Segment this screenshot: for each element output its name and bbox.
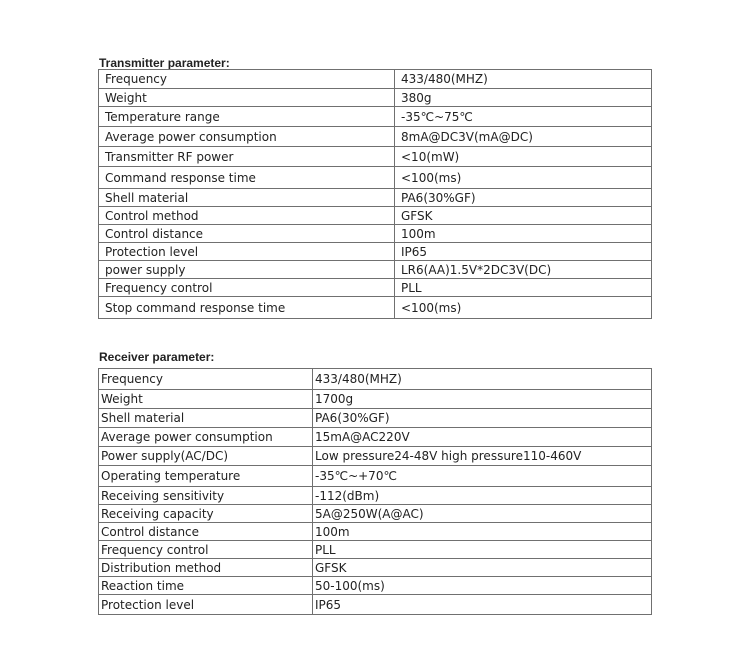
- table-row: [99, 595, 652, 615]
- parameter-name: Control distance: [99, 523, 313, 541]
- parameter-value: 433/480(MHZ): [395, 70, 652, 89]
- parameter-value: -35℃~+70℃: [313, 466, 652, 487]
- parameter-name: Protection level: [99, 243, 395, 261]
- parameter-value: GFSK: [313, 559, 652, 577]
- parameter-name: Weight: [99, 390, 313, 409]
- parameter-value: 50-100(ms): [313, 577, 652, 595]
- parameter-name: Shell material: [99, 189, 395, 207]
- transmitter-parameter-table: [98, 69, 652, 319]
- parameter-name: Control method: [99, 207, 395, 225]
- table-row: [99, 428, 652, 447]
- parameter-value: -35℃~75℃: [395, 107, 652, 127]
- parameter-value: 1700g: [313, 390, 652, 409]
- parameter-value: <100(ms): [395, 297, 652, 319]
- parameter-value: PLL: [313, 541, 652, 559]
- parameter-name: Distribution method: [99, 559, 313, 577]
- table-row: [99, 225, 652, 243]
- parameter-value: 100m: [313, 523, 652, 541]
- table-row: [99, 189, 652, 207]
- parameter-name: Average power consumption: [99, 428, 313, 447]
- table-row: [99, 369, 652, 390]
- parameter-value: 433/480(MHZ): [313, 369, 652, 390]
- table-row: [99, 147, 652, 167]
- parameter-value: <100(ms): [395, 167, 652, 189]
- table-row: [99, 89, 652, 107]
- table-row: [99, 107, 652, 127]
- parameter-value: IP65: [395, 243, 652, 261]
- table-row: [99, 409, 652, 428]
- table-row: [99, 207, 652, 225]
- parameter-name: Transmitter RF power: [99, 147, 395, 167]
- parameter-value: LR6(AA)1.5V*2DC3V(DC): [395, 261, 652, 279]
- table-row: [99, 577, 652, 595]
- parameter-value: PLL: [395, 279, 652, 297]
- table-row: [99, 297, 652, 319]
- parameter-name: Receiving sensitivity: [99, 487, 313, 505]
- parameter-value: Low pressure24-48V high pressure110-460V: [313, 447, 652, 466]
- table-row: [99, 261, 652, 279]
- parameter-name: power supply: [99, 261, 395, 279]
- table-row: [99, 523, 652, 541]
- parameter-name: Operating temperature: [99, 466, 313, 487]
- parameter-name: Frequency: [99, 70, 395, 89]
- table-row: [99, 279, 652, 297]
- parameter-value: -112(dBm): [313, 487, 652, 505]
- parameter-value: 8mA@DC3V(mA@DC): [395, 127, 652, 147]
- table-row: [99, 487, 652, 505]
- parameter-name: Average power consumption: [99, 127, 395, 147]
- table-row: [99, 70, 652, 89]
- parameter-value: IP65: [313, 595, 652, 615]
- receiver-section-title: Receiver parameter:: [99, 350, 215, 364]
- parameter-name: Protection level: [99, 595, 313, 615]
- parameter-value: 5A@250W(A@AC): [313, 505, 652, 523]
- parameter-name: Control distance: [99, 225, 395, 243]
- parameter-name: Reaction time: [99, 577, 313, 595]
- parameter-name: Power supply(AC/DC): [99, 447, 313, 466]
- parameter-value: <10(mW): [395, 147, 652, 167]
- parameter-name: Temperature range: [99, 107, 395, 127]
- parameter-value: 380g: [395, 89, 652, 107]
- parameter-name: Receiving capacity: [99, 505, 313, 523]
- table-row: [99, 559, 652, 577]
- table-row: [99, 390, 652, 409]
- parameter-name: Command response time: [99, 167, 395, 189]
- parameter-name: Weight: [99, 89, 395, 107]
- parameter-value: 15mA@AC220V: [313, 428, 652, 447]
- table-row: [99, 243, 652, 261]
- parameter-name: Frequency: [99, 369, 313, 390]
- parameter-name: Shell material: [99, 409, 313, 428]
- table-row: [99, 541, 652, 559]
- table-row: [99, 447, 652, 466]
- receiver-parameter-table: [98, 368, 652, 615]
- parameter-value: 100m: [395, 225, 652, 243]
- parameter-value: GFSK: [395, 207, 652, 225]
- parameter-name: Stop command response time: [99, 297, 395, 319]
- table-row: [99, 505, 652, 523]
- parameter-name: Frequency control: [99, 279, 395, 297]
- parameter-name: Frequency control: [99, 541, 313, 559]
- table-row: [99, 466, 652, 487]
- parameter-value: PA6(30%GF): [313, 409, 652, 428]
- parameter-value: PA6(30%GF): [395, 189, 652, 207]
- table-row: [99, 167, 652, 189]
- transmitter-section-title: Transmitter parameter:: [99, 56, 230, 70]
- table-row: [99, 127, 652, 147]
